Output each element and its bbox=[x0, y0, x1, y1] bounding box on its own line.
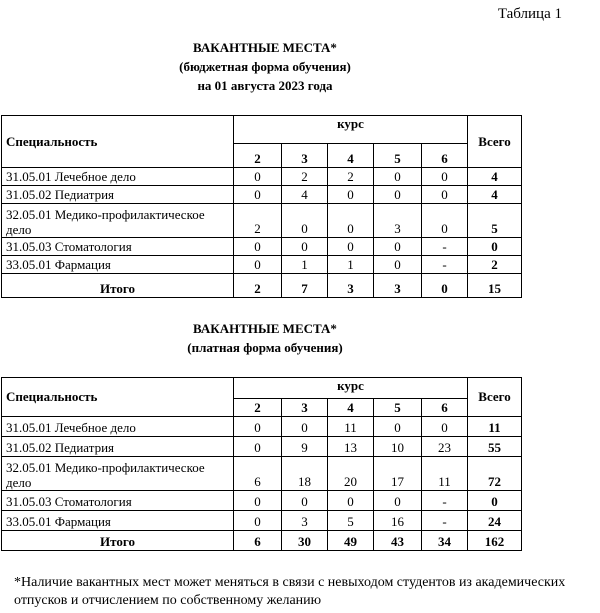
value-cell: - bbox=[422, 238, 468, 256]
table-row bbox=[2, 238, 522, 256]
value-cell: 6 bbox=[234, 457, 282, 491]
budget-subtitle: (бюджетная форма обучения) bbox=[179, 59, 351, 74]
course-header: курс bbox=[234, 378, 468, 399]
specialty-header: Специальность bbox=[2, 378, 234, 417]
value-cell: 16 bbox=[374, 511, 422, 531]
budget-heading bbox=[0, 38, 530, 95]
value-cell: 0 bbox=[374, 256, 422, 274]
specialty-cell: 31.05.03 Стоматология bbox=[2, 491, 234, 511]
value-cell: 0 bbox=[234, 511, 282, 531]
itogo-value-cell: 6 bbox=[234, 531, 282, 551]
total-cell: 5 bbox=[468, 204, 522, 238]
budget-table bbox=[1, 115, 522, 298]
value-cell: - bbox=[422, 491, 468, 511]
specialty-cell: 31.05.02 Педиатрия bbox=[2, 437, 234, 457]
value-cell: 5 bbox=[328, 511, 374, 531]
itogo-label: Итого bbox=[2, 531, 234, 551]
value-cell: 2 bbox=[282, 168, 328, 186]
itogo-value-cell: 30 bbox=[282, 531, 328, 551]
itogo-row bbox=[2, 531, 522, 551]
value-cell: 0 bbox=[234, 417, 282, 437]
table-row bbox=[2, 511, 522, 531]
course-header: курс bbox=[234, 116, 468, 144]
itogo-total-cell: 15 bbox=[468, 274, 522, 298]
year-header: 2 bbox=[234, 399, 282, 417]
value-cell: 10 bbox=[374, 437, 422, 457]
year-header: 6 bbox=[422, 144, 468, 168]
itogo-value-cell: 0 bbox=[422, 274, 468, 298]
value-cell: 0 bbox=[234, 256, 282, 274]
value-cell: 13 bbox=[328, 437, 374, 457]
value-cell: 0 bbox=[422, 204, 468, 238]
specialty-cell: 31.05.02 Педиатрия bbox=[2, 186, 234, 204]
specialty-cell: 33.05.01 Фармация bbox=[2, 256, 234, 274]
specialty-cell: 31.05.03 Стоматология bbox=[2, 238, 234, 256]
year-header: 4 bbox=[328, 399, 374, 417]
year-header: 2 bbox=[234, 144, 282, 168]
value-cell: 0 bbox=[282, 491, 328, 511]
itogo-row bbox=[2, 274, 522, 298]
table-row bbox=[2, 204, 522, 238]
value-cell: 0 bbox=[328, 204, 374, 238]
total-cell: 4 bbox=[468, 186, 522, 204]
itogo-value-cell: 3 bbox=[328, 274, 374, 298]
value-cell: 2 bbox=[328, 168, 374, 186]
value-cell: 0 bbox=[422, 417, 468, 437]
table-row bbox=[2, 437, 522, 457]
total-cell: 4 bbox=[468, 168, 522, 186]
table-number: Таблица 1 bbox=[497, 6, 562, 22]
itogo-label: Итого bbox=[2, 274, 234, 298]
paid-title: ВАКАНТНЫЕ МЕСТА* bbox=[193, 321, 337, 336]
total-cell: 55 bbox=[468, 437, 522, 457]
paid-heading bbox=[0, 319, 530, 357]
value-cell: 0 bbox=[374, 491, 422, 511]
specialty-cell: 31.05.01 Лечебное дело bbox=[2, 168, 234, 186]
year-header: 3 bbox=[282, 144, 328, 168]
itogo-value-cell: 3 bbox=[374, 274, 422, 298]
table-row bbox=[2, 256, 522, 274]
value-cell: 11 bbox=[328, 417, 374, 437]
value-cell: 18 bbox=[282, 457, 328, 491]
specialty-header: Специальность bbox=[2, 116, 234, 168]
value-cell: 0 bbox=[234, 186, 282, 204]
value-cell: 9 bbox=[282, 437, 328, 457]
table-row bbox=[2, 186, 522, 204]
value-cell: 0 bbox=[328, 491, 374, 511]
specialty-cell: 32.05.01 Медико-профилактическое дело bbox=[2, 204, 234, 238]
value-cell: 0 bbox=[328, 238, 374, 256]
value-cell: 1 bbox=[282, 256, 328, 274]
itogo-value-cell: 43 bbox=[374, 531, 422, 551]
total-cell: 2 bbox=[468, 256, 522, 274]
table-row bbox=[2, 168, 522, 186]
value-cell: 4 bbox=[282, 186, 328, 204]
itogo-total-cell: 162 bbox=[468, 531, 522, 551]
value-cell: - bbox=[422, 511, 468, 531]
header-row bbox=[2, 116, 522, 144]
value-cell: 2 bbox=[234, 204, 282, 238]
value-cell: 3 bbox=[282, 511, 328, 531]
year-header: 4 bbox=[328, 144, 374, 168]
value-cell: 0 bbox=[234, 238, 282, 256]
value-cell: - bbox=[422, 256, 468, 274]
value-cell: 20 bbox=[328, 457, 374, 491]
total-header: Всего bbox=[468, 116, 522, 168]
itogo-value-cell: 2 bbox=[234, 274, 282, 298]
value-cell: 0 bbox=[234, 437, 282, 457]
itogo-value-cell: 34 bbox=[422, 531, 468, 551]
total-cell: 11 bbox=[468, 417, 522, 437]
year-header: 5 bbox=[374, 144, 422, 168]
value-cell: 0 bbox=[374, 168, 422, 186]
value-cell: 0 bbox=[282, 238, 328, 256]
value-cell: 0 bbox=[374, 186, 422, 204]
table-row bbox=[2, 417, 522, 437]
total-cell: 0 bbox=[468, 491, 522, 511]
specialty-cell: 32.05.01 Медико-профилактическое дело bbox=[2, 457, 234, 491]
itogo-value-cell: 49 bbox=[328, 531, 374, 551]
table-row bbox=[2, 491, 522, 511]
value-cell: 0 bbox=[234, 168, 282, 186]
table-row bbox=[2, 457, 522, 491]
value-cell: 3 bbox=[374, 204, 422, 238]
value-cell: 0 bbox=[374, 238, 422, 256]
value-cell: 0 bbox=[328, 186, 374, 204]
paid-table bbox=[1, 377, 522, 551]
total-cell: 24 bbox=[468, 511, 522, 531]
specialty-cell: 31.05.01 Лечебное дело bbox=[2, 417, 234, 437]
value-cell: 0 bbox=[422, 186, 468, 204]
value-cell: 0 bbox=[234, 491, 282, 511]
budget-date: на 01 августа 2023 года bbox=[197, 78, 333, 93]
value-cell: 0 bbox=[422, 168, 468, 186]
paid-subtitle: (платная форма обучения) bbox=[187, 340, 343, 355]
total-cell: 72 bbox=[468, 457, 522, 491]
year-header: 6 bbox=[422, 399, 468, 417]
value-cell: 0 bbox=[374, 417, 422, 437]
specialty-cell: 33.05.01 Фармация bbox=[2, 511, 234, 531]
value-cell: 23 bbox=[422, 437, 468, 457]
value-cell: 0 bbox=[282, 204, 328, 238]
value-cell: 17 bbox=[374, 457, 422, 491]
total-header: Всего bbox=[468, 378, 522, 417]
budget-title: ВАКАНТНЫЕ МЕСТА* bbox=[193, 40, 337, 55]
value-cell: 1 bbox=[328, 256, 374, 274]
header-row bbox=[2, 378, 522, 399]
value-cell: 0 bbox=[282, 417, 328, 437]
footnote: *Наличие вакантных мест может меняться в связи с невыходом студентов из академических отпусков и отчислением по собственному желанию bbox=[14, 575, 566, 608]
year-header: 5 bbox=[374, 399, 422, 417]
year-header: 3 bbox=[282, 399, 328, 417]
value-cell: 11 bbox=[422, 457, 468, 491]
total-cell: 0 bbox=[468, 238, 522, 256]
itogo-value-cell: 7 bbox=[282, 274, 328, 298]
